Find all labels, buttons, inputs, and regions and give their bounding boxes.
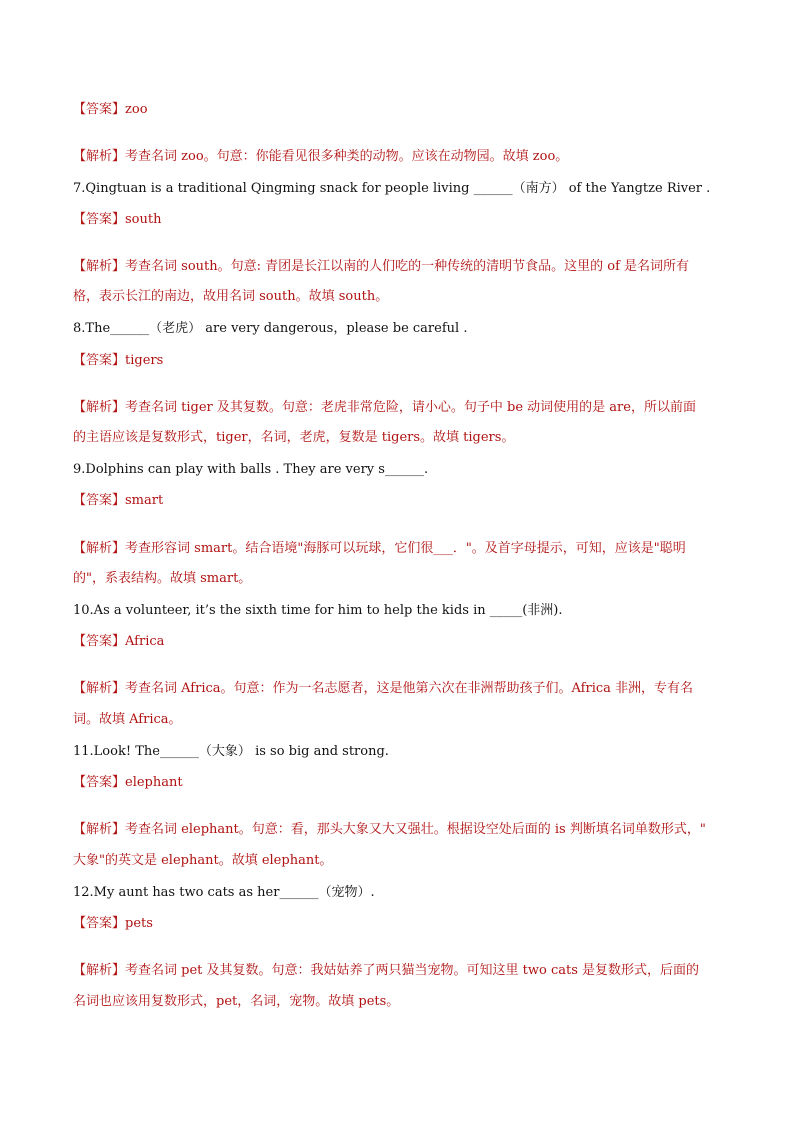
question-9: 9.Dolphins can play with balls . They are very s______.: [73, 462, 429, 477]
question-8: 8.The______（老虎） are very dangerous，please be careful .: [73, 321, 468, 336]
answer-label: 【答案】: [73, 212, 126, 227]
answer-label: 【答案】: [73, 493, 126, 508]
question-7: 7.Qingtuan is a traditional Qingming snack for people living ______（南方） of the Yangtze River .: [73, 181, 711, 196]
answer-value: tigers: [125, 353, 164, 368]
analysis-line-12-1: [73, 960, 699, 982]
analysis-text: 考查名词 tiger 及其复数。句意：老虎非常危险，请小心。句子中 be 动词使用的是 are，所以前面: [125, 400, 696, 415]
analysis-text: 考查名词 Africa。句意：作为一名志愿者，这是他第六次在非洲帮助孩子们。Africa 非洲，专有名: [125, 681, 694, 696]
answer-value: pets: [125, 916, 153, 931]
analysis-text: 考查形容词 smart。结合语境"海豚可以玩球，它们很___．"。及首字母提示，可知，应该是"聪明: [125, 541, 686, 556]
answer-label: 【答案】: [73, 916, 126, 931]
analysis-line-10-1: [73, 678, 693, 700]
answer-label: 【答案】: [73, 353, 126, 368]
answer-value: Africa: [125, 634, 165, 649]
analysis-line-8-1: [73, 397, 696, 419]
analysis-label: 【解析】: [73, 400, 126, 415]
answer-label: 【答案】: [73, 634, 126, 649]
analysis-label: 【解析】: [73, 259, 126, 274]
answer-label: 【答案】: [73, 102, 126, 117]
analysis-line-6-1: [73, 146, 568, 168]
analysis-label: 【解析】: [73, 681, 126, 696]
analysis-line-11-2: 大象"的英文是 elephant。故填 elephant。: [73, 853, 333, 868]
analysis-line-10-2: 词。故填 Africa。: [73, 712, 182, 727]
analysis-text: 考查名词 pet 及其复数。句意：我姑姑养了两只猫当宠物。可知这里 two cats 是复数形式，后面的: [125, 963, 700, 978]
answer-line-9: [73, 490, 163, 512]
analysis-line-9-2: 的"，系表结构。故填 smart。: [73, 571, 252, 586]
analysis-label: 【解析】: [73, 541, 126, 556]
answer-value: zoo: [125, 102, 148, 117]
analysis-line-7-2: 格，表示长江的南边，故用名词 south。故填 south。: [73, 289, 389, 304]
analysis-text: 考查名词 zoo。句意：你能看见很多种类的动物。应该在动物园。故填 zoo。: [125, 149, 569, 164]
question-12: 12.My aunt has two cats as her______（宠物）.: [73, 885, 375, 900]
answer-line-11: [73, 772, 183, 794]
answer-line-6: [73, 99, 148, 121]
answer-line-7: [73, 209, 161, 231]
analysis-text: 考查名词 south。句意: 青团是长江以南的人们吃的一种传统的清明节食品。这里的 of 是名词所有: [125, 259, 690, 274]
analysis-line-8-2: 的主语应该是复数形式，tiger，名词，老虎，复数是 tigers。故填 tigers。: [73, 430, 515, 445]
answer-line-8: [73, 350, 163, 372]
analysis-line-12-2: 名词也应该用复数形式，pet，名词，宠物。故填 pets。: [73, 994, 400, 1009]
answer-line-10: [73, 631, 164, 653]
question-10: 10.As a volunteer, it’s the sixth time for him to help the kids in _____(非洲).: [73, 603, 563, 618]
answer-label: 【答案】: [73, 775, 126, 790]
answer-line-12: [73, 913, 153, 935]
analysis-text: 考查名词 elephant。句意：看，那头大象又大又强壮。根据设空处后面的 is 判断填名词单数形式，": [125, 822, 706, 837]
analysis-label: 【解析】: [73, 822, 126, 837]
analysis-label: 【解析】: [73, 963, 126, 978]
analysis-label: 【解析】: [73, 149, 126, 164]
analysis-line-11-1: [73, 819, 706, 841]
question-11: 11.Look! The______（大象） is so big and strong.: [73, 744, 389, 759]
answer-value: elephant: [125, 775, 183, 790]
answer-value: south: [125, 212, 162, 227]
answer-value: smart: [125, 493, 164, 508]
analysis-line-7-1: [73, 256, 689, 278]
analysis-line-9-1: [73, 538, 686, 560]
